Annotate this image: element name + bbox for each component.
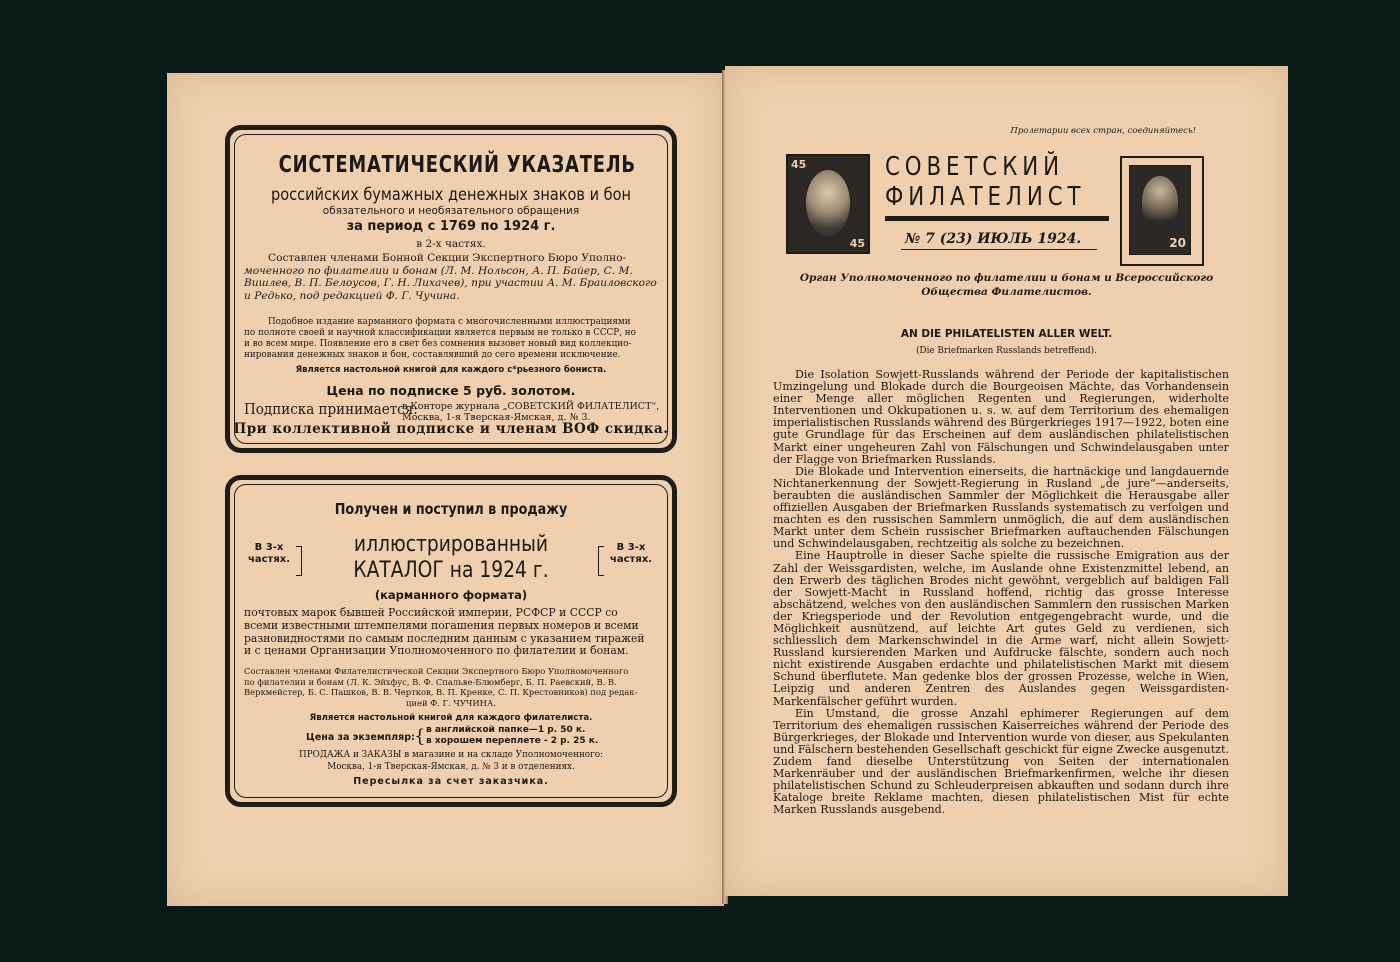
ad2-handbook: Является настольной книгой для каждого филателиста. — [309, 713, 593, 723]
ad1-desc-line: и во всем мире. Появление его в свет без сомнения вызовет новый вид коллекцио- — [244, 339, 632, 349]
article-paragraph: Die Isolation Sowjett-Russlands während der Periode der kapitalistischen Umzingelung und Blokade durch die Bourgeoisen Mächte, das Vorhandensein einer Menge aller möglichen Regenten und Regierungen, widerholte Interventionen und Okkupationen u. s. w. auf dem Territorium des ehemaligen imperialistischen Russlands während des Bürgerkrieges 1917—1922, boten eine gute Grundlage für das Erscheinen auf dem ausländischen philatelistischen Markt einer ungeheuren Zahl von Fälschungen und Schwindelausgaben unter der Flagge von Briefmarken Russlands. — [773, 368, 1229, 466]
ad1-period: за период с 1769 по 1924 г. — [346, 219, 556, 234]
ad1-compiled-line: Составлен членами Бонной Секции Экспертного Бюро Уполно- — [268, 252, 627, 264]
ad2-compiled-line: по филателии и бонам (Л. К. Эйхфус, В. Ф. Спальве-Блюмберг, Б. П. Раевский, В. В. — [244, 676, 617, 687]
ad1-description — [244, 317, 654, 361]
left-page — [167, 73, 724, 906]
stamp-image-right — [1120, 156, 1204, 266]
ad2-compiled-line: Веркмейстер, Б. С. Пашков, В. В. Чертков, В. П. Кренке, С. П. Крестовников) под редак- — [244, 687, 638, 698]
ad2-parts-right-line: В 3-х — [616, 542, 646, 553]
index-advertisement — [225, 125, 677, 453]
stamp-image-left — [786, 154, 870, 254]
ad2-parts-left-line: В 3-х — [254, 542, 284, 553]
ad2-compiled — [244, 666, 658, 708]
stamp-face — [1129, 165, 1191, 255]
issue-underline — [901, 249, 1097, 250]
portrait-oval — [1142, 176, 1178, 226]
ad1-compiled-line: моченного по филателии и бонам (Л. М. Нольсон, А. П. Байер, С. М. — [244, 264, 633, 277]
ad2-body — [244, 607, 658, 658]
stamp-value: 20 — [1169, 236, 1186, 250]
ad2-title1: иллюстрированный — [353, 532, 549, 557]
title-rule — [885, 216, 1109, 221]
ad1-subscription-place1: в Конторе журнала „СОВЕТСКИЙ ФИЛАТЕЛИСТ“, — [402, 401, 660, 412]
ad2-compiled-line: цией Ф. Г. ЧУЧИНА. — [406, 697, 496, 708]
issue-line: № 7 (23) ИЮЛЬ 1924. — [905, 231, 1082, 247]
ad1-compiled-line: и Редько, под редакцией Ф. Г. Чучина. — [244, 289, 460, 302]
journal-title-line1: СОВЕТСКИЙ — [885, 152, 1064, 182]
ad2-body-line: и с ценами Организации Уполномоченного по филателии и бонам. — [244, 644, 629, 658]
ad2-body-line: разновидностями по самым последним данным с указанием тиражей — [244, 631, 645, 645]
ad1-desc-line: нирования денежных знаков и бон, составлявший до сего времени исключение. — [244, 350, 621, 360]
ad2-price1: в английской папке—1 р. 50 к. — [426, 725, 586, 735]
organ-line2: Общества Филателистов. — [921, 286, 1092, 298]
article-paragraph: Die Blokade und Intervention einerseits, die hartnäckige und langdauernde Nichtanerkennung der Sowjett-Regierung in Rusland „de jure“—anderseits, beraubten die ausländischen Sammler der Möglichkeit die Herausgabe aller offiziellen Ausgaben der Briefmarken Russlands systematisch zu verfolgen und machten es den russischen Sammlern unmöglich, die auf dem ausländischen Markt unter dem Schein russischer Briefmarken auftauchenden Fälschungen und Schwindelausgaben, rechtzeitig als solche zu bezeichnen. — [773, 464, 1229, 551]
ad2-price-label: Цена за экземпляр: — [306, 732, 415, 743]
ad2-parts-left-line: частях. — [248, 554, 291, 565]
ad1-handbook: Является настольной книгой для каждого с*рьезного бониста. — [295, 365, 607, 375]
article-title: AN DIE PHILATELISTEN ALLER WELT. — [900, 328, 1113, 340]
ad1-price: Цена по подписке 5 руб. золотом. — [326, 383, 576, 398]
ad2-sale: ПРОДАЖА и ЗАКАЗЫ в магазине и на складе Уполномоченного: — [299, 750, 603, 760]
article-paragraph: Ein Umstand, die grosse Anzahl ephimerer Regierungen auf dem Territorium des ehemaligen russischen Kaiserreiches während der Periode des Bürgerkrieges, der Blokade und Intervention wurde von dieser, aus Spekulanten und Fälschern bestehenden Gesellschaft geschickt für eigne Zwecke ausgenutzt. Zudem fand dieselbe Unterstützung von Seiten der internationalen Markenräuber und der ausländischen Briefmarkenfirmen, welche ihr diesen philatelistischen Schund zu Schleuderpreisen abkauften und sodann durch ihre Kataloge breite Reklame machten, diesen philatelistischen Mist für echte Marken Russlands ausgebend. — [773, 706, 1229, 817]
brace-decor: { — [414, 726, 426, 747]
portrait-oval — [806, 170, 850, 236]
ad1-desc-line: по полноте своей и научной классификации является первым не только в СССР, но — [244, 328, 636, 338]
ad1-subscription-place2: Москва, 1-я Тверская-Ямская, д. № 3. — [402, 412, 591, 423]
catalog-advertisement — [225, 475, 677, 807]
ad2-header: Получен и поступил в продажу — [334, 500, 568, 518]
motto: Пролетарии всех стран, соединяйтесь! — [1010, 126, 1196, 136]
ad2-address: Москва, 1-я Тверская-Ямская, д. № 3 и в отделениях. — [327, 762, 575, 772]
ad1-desc-line: Подобное издание карманного формата с многочисленными иллюстрациями — [268, 317, 631, 327]
ad1-parts: в 2-х частях. — [416, 238, 486, 250]
ad1-subscription-label: Подписка принимается: — [244, 400, 418, 418]
right-page — [725, 66, 1288, 896]
ad1-compiled — [244, 252, 657, 302]
ad2-parts-right-line: частях. — [609, 554, 652, 565]
ad2-title2: КАТАЛОГ на 1924 г. — [353, 558, 549, 583]
ad1-title: СИСТЕМАТИЧЕСКИЙ УКАЗАТЕЛЬ — [278, 152, 636, 178]
ad2-body-line: почтовых марок бывшей Российской империи, РСФСР и СССР со — [244, 606, 618, 619]
stamp-value: 45 — [849, 237, 865, 250]
ad2-shipping: Пересылка за счет заказчика. — [353, 776, 549, 787]
stamp-value: 45 — [791, 158, 807, 171]
ad2-format: (карманного формата) — [374, 588, 528, 602]
ad1-compiled-line: Вишлев, В. П. Белоусов, Г. Н. Лихачев), при участии А. М. Браиловского — [244, 277, 657, 290]
article-body — [773, 369, 1229, 816]
ad2-price2: в хорошем переплете - 2 р. 25 к. — [426, 736, 599, 746]
article-paragraph: Eine Hauptrolle in dieser Sache spielte die russische Emigration aus der Zahl der Weissgardisten, welche, im Auslande ohne Existenzmittel lebend, an den Erwerb des täglichen Brodes nicht gewöhnt, vergeblich auf baldigen Fall der Sowjett-Macht in Russland hoffend, richtig das grosse Interesse abschätzend, welches von den ausländischen Sammlern den russischen Marken der Kriegsperiode und der Revolution entgegengebracht wurde, und die Möglichkeit ausnützend, auf leichte Art gutes Geld zu verdienen, sich schliesslich dem Markenschwindel in die Arme warf, nicht allein Sowjett-Russland kursierenden Marken und Aufdrucke fälschte, sondern auch noch nicht existirende Ausgaben erdachte und philatelistischen Markt mit diesem Schund überflutete. Man gedenke blos der grossen Prozesse, welche in Wien, Leipzig und anderen Zentren des Auslandes gegen Weissgardisten-Markenfälscher geführt wurden. — [773, 549, 1229, 708]
journal-title-line2: ФИЛАТЕЛИСТ — [885, 182, 1086, 212]
ad2-compiled-line: Составлен членами Филателистической Секции Экспертного Бюро Уполномоченного — [244, 666, 629, 676]
article-subtitle: (Die Briefmarken Russlands betreffend). — [916, 346, 1097, 356]
ad2-body-line: всеми известными штемпелями погашения первых номеров и всеми — [244, 618, 639, 632]
organ-line1: Орган Уполномоченного по филателии и бонам и Всероссийского — [799, 272, 1214, 284]
ad1-discount: При коллективной подписке и членам ВОФ скидка. — [233, 421, 669, 437]
ad1-subtitle2: обязательного и необязательного обращения — [322, 205, 580, 217]
ad1-subtitle: российских бумажных денежных знаков и бон — [271, 185, 631, 204]
